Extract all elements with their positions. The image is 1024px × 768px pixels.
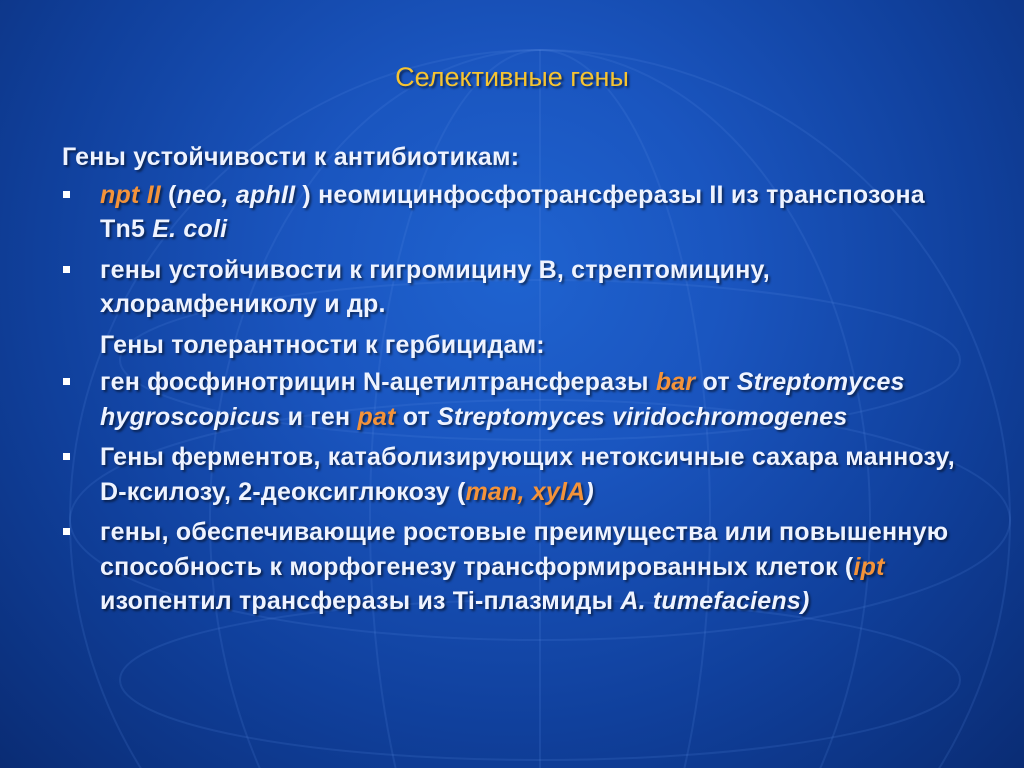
- text-fragment: ): [585, 477, 594, 506]
- gene-name-npt: npt II: [100, 180, 161, 209]
- text-fragment: изопентил трансферазы из Ti-плазмиды: [100, 587, 621, 615]
- organism-name: Streptomyces viridochromogenes: [437, 402, 848, 431]
- bullet-square-icon: [63, 191, 70, 198]
- gene-name-pat: pat: [357, 402, 396, 431]
- list-item-other-resistance: [62, 253, 972, 322]
- gene-synonyms: neo, aphII: [176, 180, 296, 209]
- bullet-square-icon: [63, 266, 70, 273]
- gene-name-ipt: ipt: [853, 552, 885, 581]
- text-fragment: гены устойчивости к гигромицину В, стрептомицину, хлорамфениколу и др.: [100, 255, 770, 318]
- list-item-npt: [62, 178, 972, 247]
- list-item-sugar-enzymes: [62, 440, 972, 509]
- gene-name-man-xyla: man, xylA: [465, 477, 586, 506]
- gene-name-bar: bar: [655, 368, 696, 396]
- text-fragment: от: [395, 402, 438, 431]
- list-item-growth-advantage: [62, 515, 972, 619]
- text-fragment: от: [695, 368, 737, 396]
- heading-herbicide-tolerance: Гены толерантности к гербицидам:: [100, 330, 545, 359]
- list-item-bar-pat: [62, 365, 972, 434]
- slide-title: Селективные гены: [395, 62, 629, 92]
- organism-name: Streptomyces hygroscopicus: [100, 368, 905, 431]
- organism-name: E. coli: [152, 215, 228, 243]
- text-fragment: Гены ферментов, катаболизирующих нетоксичные сахара маннозу, D-ксилозу, 2-деоксиглюкозу (: [100, 443, 955, 506]
- text-fragment: ) неомицинфосфотрансферазы II из транспозона Tn5: [100, 180, 925, 243]
- bullet-square-icon: [63, 453, 70, 460]
- bullet-square-icon: [63, 528, 70, 535]
- bullet-square-icon: [63, 378, 70, 385]
- text-fragment: (: [160, 180, 177, 209]
- text-fragment: и ген: [280, 402, 358, 431]
- heading-antibiotic-resistance: Гены устойчивости к антибиотикам:: [62, 143, 520, 171]
- text-fragment: гены, обеспечивающие ростовые преимущества или повышенную способность к морфогенезу трансформированных клеток (: [100, 518, 949, 581]
- text-fragment: ген фосфинотрицин N-ацетилтрансферазы: [100, 368, 656, 396]
- slide-content: [62, 140, 972, 625]
- organism-name: A. tumefaciens): [620, 587, 810, 615]
